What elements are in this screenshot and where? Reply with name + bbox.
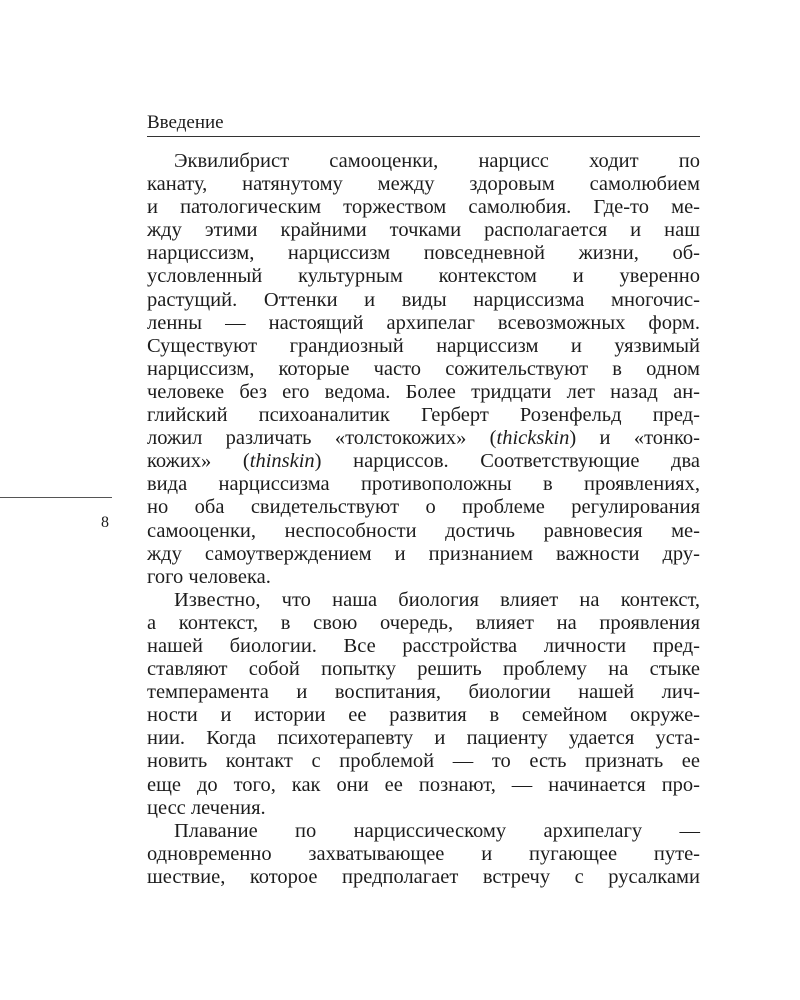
paragraph-1 <box>147 150 700 589</box>
paragraph-2 <box>147 589 700 820</box>
text-line: а контекст, в свою очередь, влияет на проявления <box>147 611 700 634</box>
paragraph-3 <box>147 820 700 889</box>
text-line: глийский психоаналитик Герберт Розенфельд пред- <box>147 404 700 427</box>
text-line: нарциссизм, нарциссизм повседневной жизни, об- <box>147 242 700 265</box>
text-line: нашей биологии. Все расстройства личности пред- <box>147 634 700 657</box>
text-line: вида нарциссизма противоположны в проявлениях, <box>147 473 700 496</box>
text-line: еще до того, как они ее познают, — начинается про- <box>147 773 700 796</box>
margin-rule <box>0 497 112 498</box>
section-title: Введение <box>147 112 224 133</box>
text-line: новить контакт с проблемой — то есть признать ее <box>147 750 700 773</box>
page-number: 8 <box>101 514 109 531</box>
text-line: человеке без его ведома. Более тридцати лет назад ан- <box>147 380 700 403</box>
text-line: канату, натянутому между здоровым самолюбием <box>147 173 700 196</box>
text-line: ставляют собой попытку решить проблему на стыке <box>147 658 700 681</box>
text-line: растущий. Оттенки и виды нарциссизма многочис- <box>147 288 700 311</box>
text-line: и патологическим торжеством самолюбия. Где-то ме- <box>147 196 700 219</box>
text-line: одновременно захватывающее и пугающее путе- <box>147 842 700 865</box>
text-line: темперамента и воспитания, биологии нашей лич- <box>147 681 700 704</box>
text-line: нарциссизм, которые часто сожительствуют в одном <box>147 357 700 380</box>
running-header <box>147 112 700 137</box>
text-line: ности и истории ее развития в семейном окруже- <box>147 704 700 727</box>
text-line: ленны — настоящий архипелаг всевозможных форм. <box>147 311 700 334</box>
text-line: Существуют грандиозный нарциссизм и уязвимый <box>147 334 700 357</box>
text-line: жду этими крайними точками располагается и наш <box>147 219 700 242</box>
italic-term: thinskin <box>249 450 315 473</box>
text-line: Эквилибрист самооценки, нарцисс ходит по <box>174 150 700 172</box>
text-line: гого человека. <box>147 565 271 588</box>
text-line: условленный культурным контекстом и уверенно <box>147 265 700 288</box>
body-text <box>147 150 700 889</box>
text-line: нии. Когда психотерапевту и пациенту удается уста- <box>147 727 700 750</box>
text-line: ложил различать «толстокожих» (thickskin) и «тонко- <box>147 427 701 450</box>
italic-term: thickskin <box>496 427 570 450</box>
text-line: Плавание по нарциссическому архипелагу — <box>174 819 700 842</box>
text-line: жду самоутверждением и признанием важности дру- <box>147 542 700 565</box>
text-line: кожих» (thinskin) нарциссов. Соответствующие два <box>147 450 700 473</box>
text-line: Известно, что наша биология влияет на контекст, <box>174 588 700 611</box>
text-line: но оба свидетельствуют о проблеме регулирования <box>147 496 700 519</box>
text-line: цесс лечения. <box>147 796 266 819</box>
text-line: шествие, которое предполагает встречу с русалками <box>147 865 700 888</box>
text-line: самооценки, неспособности достичь равновесия ме- <box>147 519 700 542</box>
